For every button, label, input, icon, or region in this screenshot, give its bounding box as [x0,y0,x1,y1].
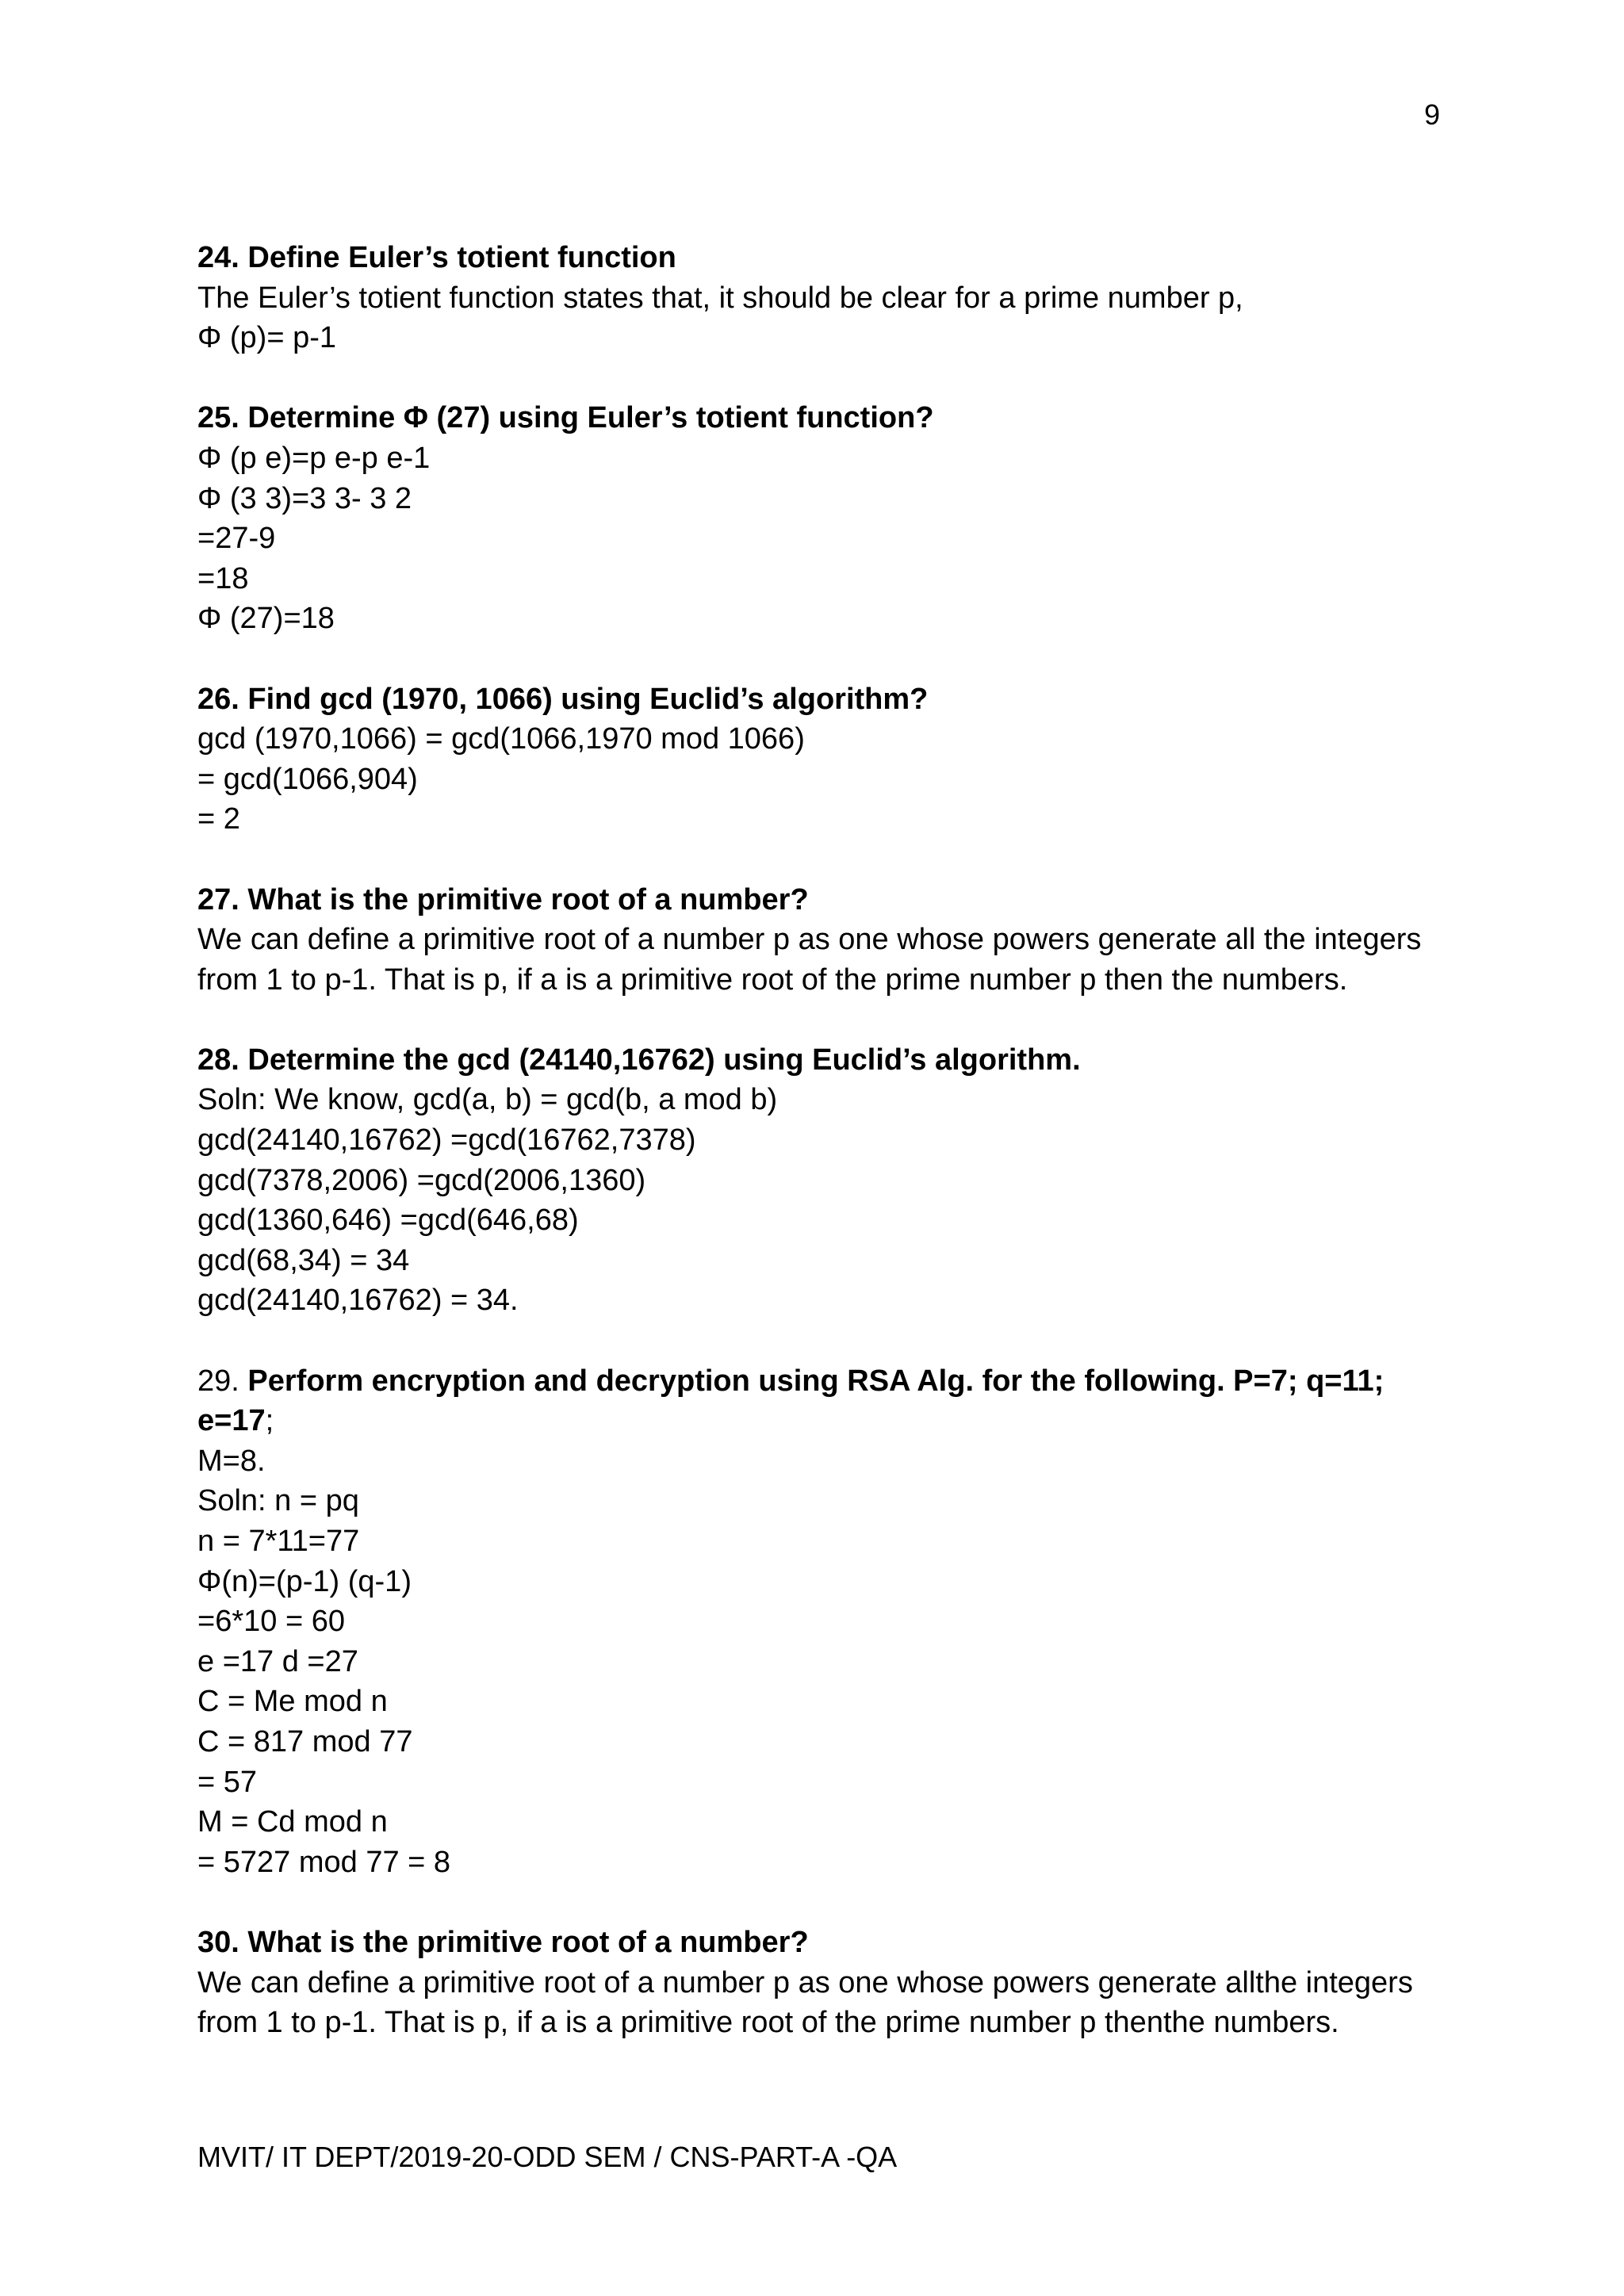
question-29-suffix: ; [265,1404,274,1438]
answer-line: =18 [197,561,249,595]
answer-line: = gcd(1066,904) [197,762,418,796]
page-number: 9 [1423,98,1440,131]
answer-line: gcd(1360,646) =gcd(646,68) [197,1203,579,1238]
answer-line: = 57 [197,1765,258,1799]
answer-line: The Euler’s totient function states that, it should be clear for a prime number p, [197,281,1243,315]
question-24: 24. Define Euler’s totient function [197,241,676,274]
answer-line: Soln: We know, gcd(a, b) = gcd(b, a mod b) [197,1083,778,1117]
answer-line: e =17 d =27 [197,1644,358,1678]
answer-line: gcd(24140,16762) =gcd(16762,7378) [197,1123,696,1158]
question-29 [197,1361,1442,1441]
question-25: 25. Determine Φ (27) using Euler’s totient function? [197,401,934,435]
qa-item-29 [197,1361,1442,1883]
answer-line: = 5727 mod 77 = 8 [197,1845,451,1879]
answer-line: gcd(68,34) = 34 [197,1243,410,1277]
answer-line: =27-9 [197,522,276,556]
document-body [197,238,1442,2083]
question-28: 28. Determine the gcd (24140,16762) using Euclid’s algorithm. [197,1043,1081,1077]
qa-item-28 [197,1040,1442,1321]
question-30: 30. What is the primitive root of a number? [197,1925,809,1959]
question-26: 26. Find gcd (1970, 1066) using Euclid’s algorithm? [197,682,929,716]
qa-item-25 [197,398,1442,639]
qa-item-27 [197,880,1442,1001]
answer-line: Φ(n)=(p-1) (q-1) [197,1564,412,1598]
answer-line: Φ (3 3)=3 3- 3 2 [197,481,412,515]
answer-line: from 1 to p-1. That is p, if a is a primitive root of the prime number p thenthe numbers. [197,2006,1339,2040]
answer-line: gcd (1970,1066) = gcd(1066,1970 mod 1066) [197,722,805,756]
answer-line: =6*10 = 60 [197,1605,345,1639]
answer-line: gcd(7378,2006) =gcd(2006,1360) [197,1163,646,1197]
answer-line: Φ (27)=18 [197,602,335,636]
answer-line: C = 817 mod 77 [197,1724,413,1758]
answer-line: n = 7*11=77 [197,1525,360,1558]
page-footer: MVIT/ IT DEPT/2019-20-ODD SEM / CNS-PART-A -QA [197,2141,898,2173]
answer-line: M = Cd mod n [197,1805,388,1839]
question-27: 27. What is the primitive root of a number? [197,882,809,916]
answer-line: Φ (p)= p-1 [197,321,336,355]
answer-line: C = Me mod n [197,1685,388,1719]
question-29-text: Perform encryption and decryption using RSA Alg. for the following. P=7; q=11; e=17 [197,1364,1385,1438]
qa-item-26 [197,679,1442,840]
answer-line: Φ (p e)=p e-p e-1 [197,441,431,475]
answer-line: gcd(24140,16762) = 34. [197,1284,519,1318]
answer-line: = 2 [197,802,240,836]
answer-line: Soln: n = pq [197,1484,359,1518]
qa-item-24 [197,238,1442,358]
answer-line: We can define a primitive root of a number p as one whose powers generate all the integers [197,923,1422,957]
qa-item-30 [197,1923,1442,2043]
answer-line: We can define a primitive root of a number p as one whose powers generate allthe integers [197,1965,1413,1999]
question-29-number: 29. [197,1364,248,1398]
answer-line: M=8. [197,1444,266,1478]
answer-line: from 1 to p-1. That is p, if a is a primitive root of the prime number p then the numbers. [197,962,1348,997]
